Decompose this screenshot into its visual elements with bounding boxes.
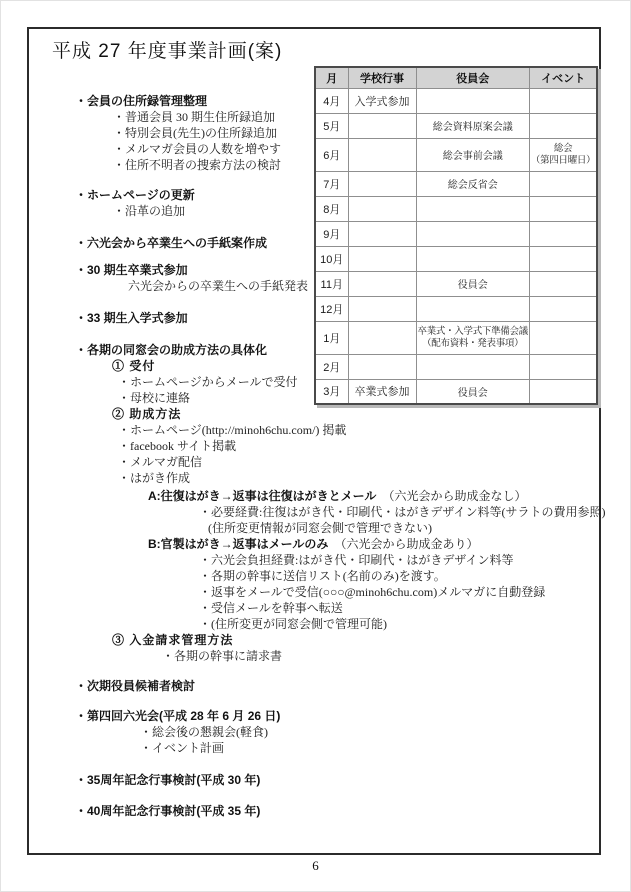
outline-item <box>0 708 631 724</box>
outline-text: ・総会後の懇親会(軽食) <box>140 725 268 739</box>
table-header-row <box>315 67 597 88</box>
outline-text: ② 助成方法 <box>112 407 182 421</box>
outline-item <box>0 740 631 756</box>
outline-text: ・ホームページ(http://minoh6chu.com/) 掲載 <box>118 423 347 437</box>
outline-item <box>0 678 631 694</box>
table-header-cell: 月 <box>315 67 348 88</box>
outline-text: ・30 期生卒業式参加 <box>75 263 188 277</box>
table-cell: 11月 <box>315 271 348 296</box>
outline-text: ・沿革の追加 <box>113 204 186 218</box>
outline-item <box>0 600 631 616</box>
table-cell: 10月 <box>315 246 348 271</box>
outline-item <box>0 616 631 632</box>
outline-item <box>0 93 631 109</box>
table-cell: 総会反省会 <box>416 171 529 196</box>
outline-text: ・メルマガ配信 <box>118 455 203 469</box>
outline-text: ・33 期生入学式参加 <box>75 311 188 325</box>
outline-item <box>0 454 631 470</box>
outline-item <box>0 648 631 664</box>
outline-item <box>0 278 631 294</box>
table-cell: 総会事前会議 <box>416 138 529 171</box>
outline-text: ・各期の同窓会の助成方法の具体化 <box>75 343 268 357</box>
table-cell-line: 卒業式・入学式下準備会議 <box>417 325 528 337</box>
outline-item <box>0 406 631 422</box>
table-cell: 9月 <box>315 221 348 246</box>
outline-text: ・各期の幹事に送信リスト(名前のみ)を渡す。 <box>199 569 446 583</box>
outline-item <box>0 310 631 326</box>
table-header-cell: イベント <box>529 67 597 88</box>
outline-text: ・六光会から卒業生への手紙案作成 <box>75 236 268 250</box>
outline-text: ・六光会負担経費:はがき代・印刷代・はがきデザイン料等 <box>199 553 514 567</box>
outline-item <box>0 724 631 740</box>
outline-tail-note: （六光会から助成金あり） <box>334 537 479 551</box>
outline-item <box>0 109 631 125</box>
outline-text: ・facebook サイト掲載 <box>118 439 237 453</box>
outline-text: ・特別会員(先生)の住所録追加 <box>113 126 277 140</box>
table-cell: 6月 <box>315 138 348 171</box>
table-cell: 4月 <box>315 88 348 113</box>
outline-text: ・ホームページからメールで受付 <box>118 375 298 389</box>
table-cell-line: （配布資料・発表事項） <box>422 337 524 349</box>
table-cell: 役員会 <box>416 271 529 296</box>
table-cell: 総会資料原案会議 <box>416 113 529 138</box>
table-cell: 7月 <box>315 171 348 196</box>
table-cell: 2月 <box>315 354 348 379</box>
outline-item <box>0 772 631 788</box>
outline-item <box>0 438 631 454</box>
outline-item <box>0 470 631 486</box>
outline-text: ・35周年記念行事検討(平成 30 年) <box>75 773 261 787</box>
outline-item <box>0 552 631 568</box>
outline-item <box>0 584 631 600</box>
outline-text: ・受信メールを幹事へ転送 <box>199 601 343 615</box>
outline-text: A:往復はがき→返事は往復はがきとメール <box>148 489 377 503</box>
outline-item <box>0 342 631 358</box>
outline-text: B:官製はがき→返事はメールのみ <box>148 537 329 551</box>
outline-tail-note: （六光会から助成金なし） <box>382 489 527 503</box>
table-header-cell: 役員会 <box>416 67 529 88</box>
table-cell: 入学式参加 <box>348 88 416 113</box>
outline-text: ・40周年記念行事検討(平成 35 年) <box>75 804 261 818</box>
outline-text: ・返事をメールで受信(○○○@minoh6chu.com)メルマガに自動登録 <box>199 585 546 599</box>
table-cell: 1月 <box>315 321 348 354</box>
outline-item <box>0 536 631 552</box>
outline-item <box>0 203 631 219</box>
table-cell: 役員会 <box>416 379 529 404</box>
outline-text: ・ホームページの更新 <box>75 188 195 202</box>
table-header-cell: 学校行事 <box>348 67 416 88</box>
outline-item <box>0 374 631 390</box>
outline-text: ③ 入金請求管理方法 <box>112 633 234 647</box>
table-cell-line: （第四日曜日） <box>530 154 596 166</box>
table-cell: 卒業式参加 <box>348 379 416 404</box>
outline-item <box>0 422 631 438</box>
outline-item <box>0 803 631 819</box>
outline-text: 六光会からの卒業生への手紙発表 <box>128 279 309 293</box>
table-cell: 12月 <box>315 296 348 321</box>
page-number: 6 <box>312 858 319 873</box>
table-cell: 5月 <box>315 113 348 138</box>
page-title: 平成 27 年度事業計画(案) <box>52 41 283 62</box>
outline-item <box>0 488 631 504</box>
outline-item <box>0 358 631 374</box>
outline-item <box>0 632 631 648</box>
outline-text: (住所変更情報が同窓会側で管理できない) <box>208 521 432 535</box>
outline-item <box>0 141 631 157</box>
outline-item <box>0 235 631 251</box>
outline-text: ・イベント計画 <box>140 741 225 755</box>
table-head <box>315 67 597 88</box>
table-cell: 3月 <box>315 379 348 404</box>
table-cell-line: 総会 <box>553 142 573 154</box>
outline-text: ・必要経費:往復はがき代・印刷代・はがきデザイン料等(サラトの費用参照) <box>199 505 606 519</box>
outline-text: ① 受付 <box>112 359 156 373</box>
outline-text: ・会員の住所録管理整理 <box>75 94 208 108</box>
outline-item <box>0 568 631 584</box>
outline <box>0 93 631 819</box>
outline-item <box>0 504 631 520</box>
outline-item <box>0 520 631 536</box>
outline-text: ・各期の幹事に請求書 <box>162 649 283 663</box>
outline-text: ・(住所変更が同窓会側で管理可能) <box>199 617 387 631</box>
outline-text: ・はがき作成 <box>118 471 191 485</box>
outline-text: ・次期役員候補者検討 <box>75 679 196 693</box>
outline-text: ・普通会員 30 期生住所録追加 <box>113 110 276 124</box>
outline-item <box>0 262 631 278</box>
outline-item <box>0 125 631 141</box>
table-cell: 8月 <box>315 196 348 221</box>
outline-text: ・第四回六光会(平成 28 年 6 月 26 日) <box>75 709 281 723</box>
outline-item <box>0 390 631 406</box>
outline-item <box>0 187 631 203</box>
outline-text: ・住所不明者の捜索方法の検討 <box>113 158 282 172</box>
outline-text: ・メルマガ会員の人数を増やす <box>113 142 282 156</box>
outline-text: ・母校に連絡 <box>118 391 191 405</box>
